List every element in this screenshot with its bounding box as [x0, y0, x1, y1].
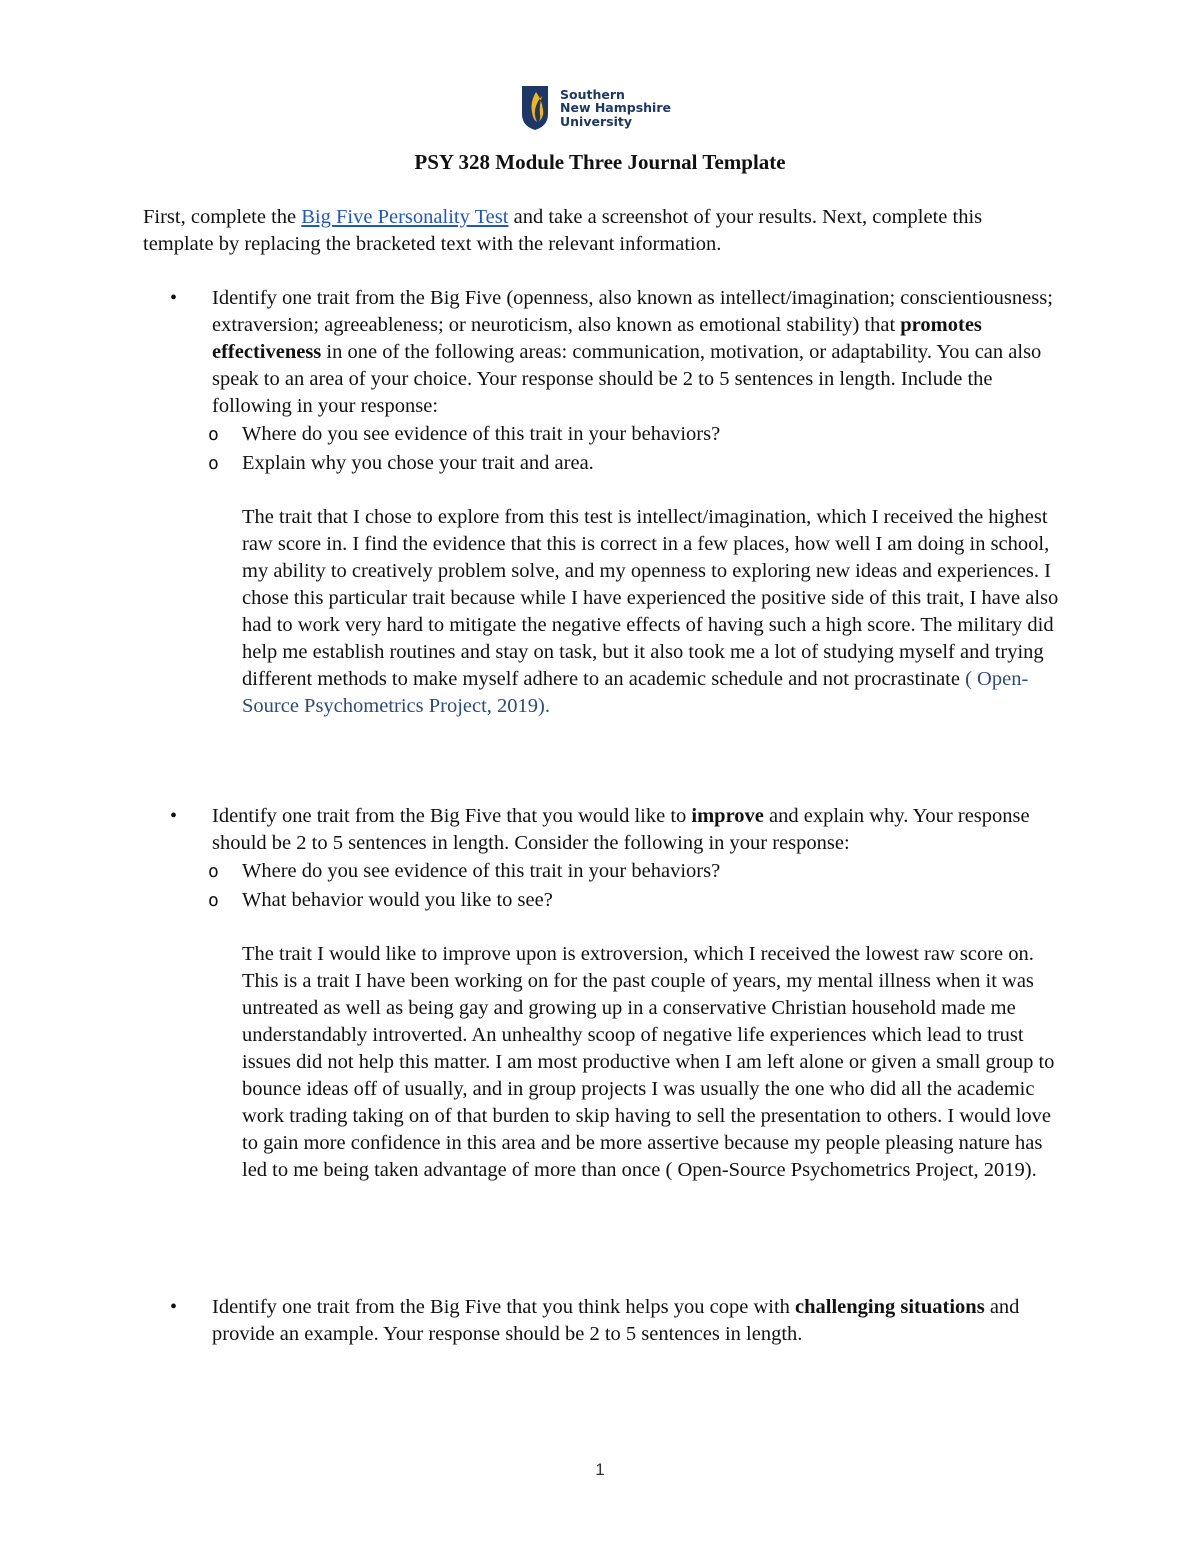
sub-item-text: What behavior would you like to see? — [242, 889, 553, 911]
logo-line-1: Southern — [560, 86, 625, 102]
sub-item-text: Explain why you chose your trait and area. — [242, 452, 594, 474]
prompt-text: Identify one trait from the Big Five that you think helps you cope with — [212, 1296, 796, 1318]
sub-item — [170, 420, 1060, 449]
sub-list — [170, 420, 1060, 478]
intro-paragraph — [143, 204, 1043, 258]
sub-marker: o — [208, 453, 219, 474]
prompt-body — [212, 1294, 1060, 1348]
sub-marker: o — [208, 861, 219, 882]
sub-marker: o — [208, 890, 219, 911]
prompt-item — [170, 803, 1060, 1184]
intro-text-after: and take a screenshot of your results. Next, complete this template by replacing the bracketed text with the relevant information. — [143, 206, 983, 255]
prompt-emphasis: challenging situations — [795, 1296, 985, 1318]
prompt-emphasis: promotes effectiveness — [212, 314, 982, 363]
shield-flame-icon — [520, 84, 550, 132]
bullet-marker: • — [170, 805, 178, 827]
big-five-test-link[interactable]: Big Five Personality Test — [301, 206, 509, 228]
sub-item — [170, 886, 1060, 915]
university-logo — [520, 82, 690, 134]
prompt-body — [212, 285, 1060, 420]
intro-text-before: First, complete the — [143, 206, 302, 228]
prompt-emphasis: improve — [691, 805, 764, 827]
prompt-body — [212, 803, 1060, 857]
response-body: The trait I would like to improve upon is extroversion, which I received the lowest raw score on. This is a trait I have been working on for the past couple of years, my mental illness when it was untreated as well as being gay and growing up in a conservative Christian household made me understandably introverted. An unhealthy scoop of negative life experiences which lead to trust issues did not help this matter. I am most productive when I am left alone or given a small group to bounce ideas off of usually, and in group projects I was usually the one who did all the academic work trading taking on of that burden to skip having to sell the presentation to others. I would love to gain more confidence in this area and be more assertive because my people pleasing nature has led to me being taken advantage of more than once ( Open-Source Psychometrics Project, 2019). — [242, 943, 1055, 1181]
logo-line-3: University — [560, 113, 632, 129]
bullet-marker: • — [170, 287, 178, 309]
citation: ( Open-Source Psychometrics Project, 2019). — [242, 668, 1029, 717]
prompt-text: and provide an example. Your response should be 2 to 5 sentences in length. — [212, 1296, 1020, 1345]
response-body: The trait that I chose to explore from this test is intellect/imagination, which I received the highest raw score in. I find the evidence that this is correct in a few places, how well I am doing in school, my ability to creatively problem solve, and my openness to exploring new ideas and experiences. I chose this particular trait because while I have experienced the positive side of this trait, I have also had to work very hard to mitigate the negative effects of having such a high score. The military did help me establish routines and stay on task, but it also took me a lot of studying myself and trying different methods to make myself adhere to an academic schedule and not procrastinate — [242, 506, 1059, 690]
bullet-marker: • — [170, 1296, 178, 1318]
sub-item-text: Where do you see evidence of this trait in your behaviors? — [242, 423, 721, 445]
sub-item — [170, 857, 1060, 886]
logo-wordmark — [560, 88, 671, 129]
prompt-text: Identify one trait from the Big Five that you would like to — [212, 805, 692, 827]
sub-list — [170, 857, 1060, 915]
logo-line-2: New Hampshire — [560, 100, 671, 116]
page-number: 1 — [595, 1460, 605, 1479]
prompt-text: Identify one trait from the Big Five (openness, also known as intellect/imagination; conscientiousness; extraversion; agreeableness; or neuroticism, also known as emotional stability) that — [212, 287, 1053, 336]
response-text[interactable] — [242, 941, 1060, 1184]
response-text[interactable] — [242, 504, 1060, 720]
prompt-item — [170, 285, 1060, 720]
sub-item — [170, 449, 1060, 478]
prompt-text: and explain why. Your response should be 2 to 5 sentences in length. Consider the following in your response: — [212, 805, 1030, 854]
page-title: PSY 328 Module Three Journal Template — [414, 150, 786, 174]
sub-item-text: Where do you see evidence of this trait in your behaviors? — [242, 860, 721, 882]
prompt-text: in one of the following areas: communication, motivation, or adaptability. You can also speak to an area of your choice. Your response should be 2 to 5 sentences in length. Include the following in your response: — [212, 341, 1042, 417]
prompt-item — [170, 1294, 1060, 1348]
sub-marker: o — [208, 424, 219, 445]
